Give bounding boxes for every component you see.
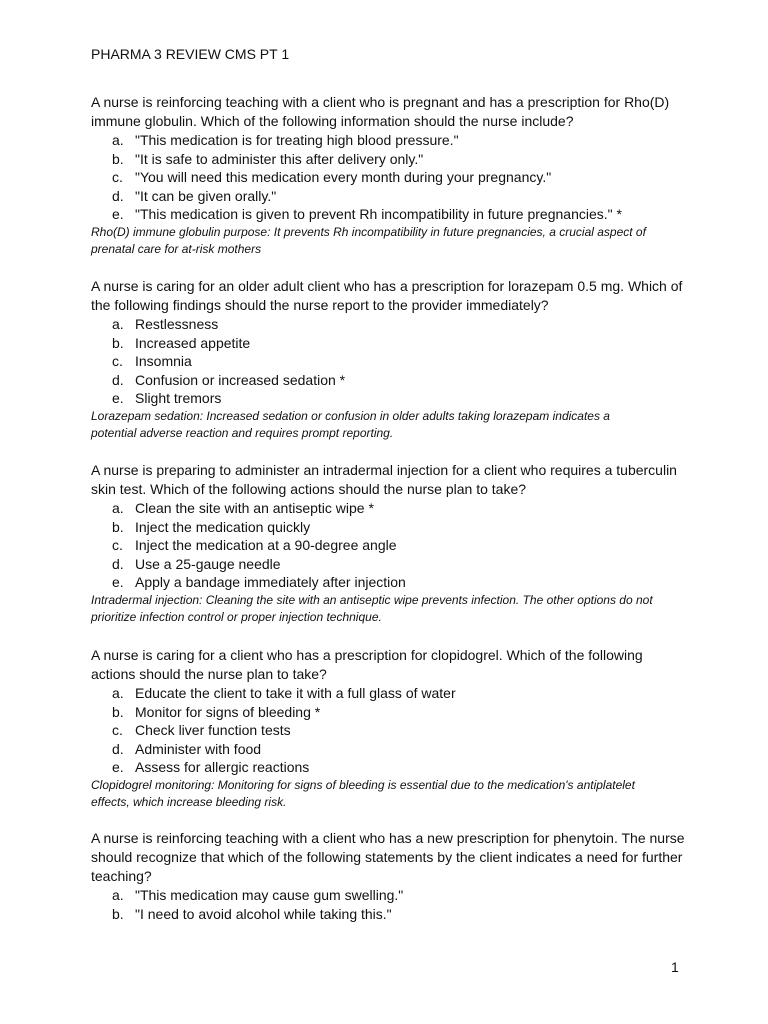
rationale: [91, 592, 691, 627]
question-stem: [91, 829, 691, 886]
question-5: [91, 829, 691, 923]
answer-options: [91, 886, 691, 923]
answer-option: [91, 536, 691, 555]
option-text: Insomnia: [135, 353, 192, 370]
option-text: Slight tremors: [135, 390, 222, 407]
option-text: Inject the medication at a 90-degree angle: [135, 537, 397, 554]
page-number: 1: [671, 959, 679, 975]
option-text: Clean the site with an antiseptic wipe *: [135, 500, 374, 516]
question-stem-line: immune globulin. Which of the following information should the nurse include?: [91, 113, 574, 129]
answer-option: [91, 555, 691, 574]
rationale-line: effects, which increase bleeding risk.: [91, 795, 287, 810]
option-text: "It can be given orally.": [135, 187, 277, 204]
rationale: [91, 777, 691, 812]
question-stem-line: actions should the nurse plan to take?: [91, 666, 327, 682]
rationale-line: Rho(D) immune globulin purpose: It prevents Rh incompatibility in future pregnancies, a crucial aspect of: [91, 224, 646, 239]
option-letter: d.: [112, 740, 124, 757]
option-text: "This medication is given to prevent Rh incompatibility in future pregnancies." *: [135, 206, 622, 223]
question-stem: [91, 277, 691, 315]
option-letter: c.: [112, 353, 123, 370]
option-letter: e.: [112, 574, 124, 591]
option-letter: d.: [112, 187, 124, 204]
option-letter: b.: [112, 150, 124, 167]
answer-option: [91, 389, 691, 408]
answer-options: [91, 499, 691, 592]
question-4: [91, 646, 691, 812]
answer-option: [91, 905, 691, 924]
question-2: [91, 277, 691, 443]
answer-option: [91, 684, 691, 703]
option-letter: d.: [112, 555, 124, 572]
rationale-line: potential adverse reaction and requires prompt reporting.: [91, 426, 394, 441]
question-1: [91, 93, 691, 259]
option-letter: a.: [112, 887, 124, 903]
option-text: Increased appetite: [135, 334, 251, 351]
option-text: "This medication may cause gum swelling.": [135, 887, 404, 903]
answer-option: [91, 150, 691, 169]
answer-option: [91, 758, 691, 777]
answer-options: [91, 131, 691, 224]
option-letter: b.: [112, 518, 124, 535]
question-stem: [91, 93, 691, 131]
option-letter: a.: [112, 685, 124, 701]
question-stem-line: skin test. Which of the following actions should the nurse plan to take?: [91, 481, 527, 497]
option-text: Restlessness: [135, 316, 219, 332]
answer-option: [91, 721, 691, 740]
question-stem: [91, 461, 691, 499]
answer-option: [91, 886, 691, 905]
option-letter: c.: [112, 537, 123, 554]
option-letter: d.: [112, 371, 124, 388]
question-3: [91, 461, 691, 627]
answer-option: [91, 131, 691, 150]
option-letter: a.: [112, 132, 124, 148]
answer-option: [91, 371, 691, 390]
option-letter: c.: [112, 169, 123, 186]
option-text: Apply a bandage immediately after injection: [135, 574, 406, 591]
question-stem-line: A nurse is caring for a client who has a prescription for clopidogrel. Which of the following: [91, 647, 643, 663]
question-stem-line: teaching?: [91, 868, 152, 884]
option-text: "It is safe to administer this after delivery only.": [135, 150, 424, 167]
answer-option: [91, 168, 691, 187]
question-stem-line: the following findings should the nurse report to the provider immediately?: [91, 297, 549, 313]
question-stem: [91, 646, 691, 684]
option-text: "I need to avoid alcohol while taking this.": [135, 905, 392, 922]
option-text: Administer with food: [135, 740, 262, 757]
answer-option: [91, 703, 691, 722]
option-text: "You will need this medication every month during your pregnancy.": [135, 169, 552, 186]
option-text: Inject the medication quickly: [135, 518, 311, 535]
answer-options: [91, 684, 691, 777]
option-letter: e.: [112, 759, 124, 776]
answer-option: [91, 187, 691, 206]
option-letter: b.: [112, 703, 124, 720]
option-letter: a.: [112, 316, 124, 332]
option-text: Use a 25-gauge needle: [135, 555, 281, 572]
rationale: [91, 224, 691, 259]
answer-option: [91, 499, 691, 518]
option-letter: b.: [112, 905, 124, 922]
answer-option: [91, 518, 691, 537]
option-letter: e.: [112, 206, 124, 223]
answer-options: [91, 315, 691, 408]
rationale-line: prenatal care for at-risk mothers: [91, 242, 262, 257]
option-letter: b.: [112, 334, 124, 351]
rationale-line: Clopidogrel monitoring: Monitoring for signs of bleeding is essential due to the medication's antiplatelet: [91, 777, 635, 792]
option-text: "This medication is for treating high blood pressure.": [135, 132, 459, 148]
answer-option: [91, 334, 691, 353]
option-text: Confusion or increased sedation *: [135, 371, 346, 388]
question-stem-line: A nurse is caring for an older adult client who has a prescription for lorazepam 0.5 mg. Which of: [91, 278, 683, 294]
question-stem-line: A nurse is preparing to administer an intradermal injection for a client who requires a tuberculin: [91, 462, 677, 478]
option-text: Monitor for signs of bleeding *: [135, 703, 321, 720]
option-letter: c.: [112, 722, 123, 739]
answer-option: [91, 740, 691, 759]
question-stem-line: should recognize that which of the following statements by the client indicates a need for further: [91, 849, 683, 865]
answer-option: [91, 205, 691, 224]
option-text: Assess for allergic reactions: [135, 759, 310, 776]
option-text: Check liver function tests: [135, 722, 291, 739]
option-letter: e.: [112, 390, 124, 407]
rationale-line: Lorazepam sedation: Increased sedation or confusion in older adults taking lorazepam indicates a: [91, 408, 610, 423]
option-letter: a.: [112, 500, 124, 516]
rationale-line: prioritize infection control or proper injection technique.: [91, 610, 382, 625]
document-title: PHARMA 3 REVIEW CMS PT 1: [91, 46, 290, 62]
rationale-line: Intradermal injection: Cleaning the site with an antiseptic wipe prevents infection. The other options do not: [91, 592, 653, 607]
rationale: [91, 408, 691, 443]
question-stem-line: A nurse is reinforcing teaching with a client who has a new prescription for phenytoin. The nurse: [91, 830, 685, 846]
answer-option: [91, 315, 691, 334]
answer-option: [91, 573, 691, 592]
answer-option: [91, 352, 691, 371]
option-text: Educate the client to take it with a full glass of water: [135, 685, 456, 701]
question-stem-line: A nurse is reinforcing teaching with a client who is pregnant and has a prescription for Rho(D): [91, 94, 670, 110]
